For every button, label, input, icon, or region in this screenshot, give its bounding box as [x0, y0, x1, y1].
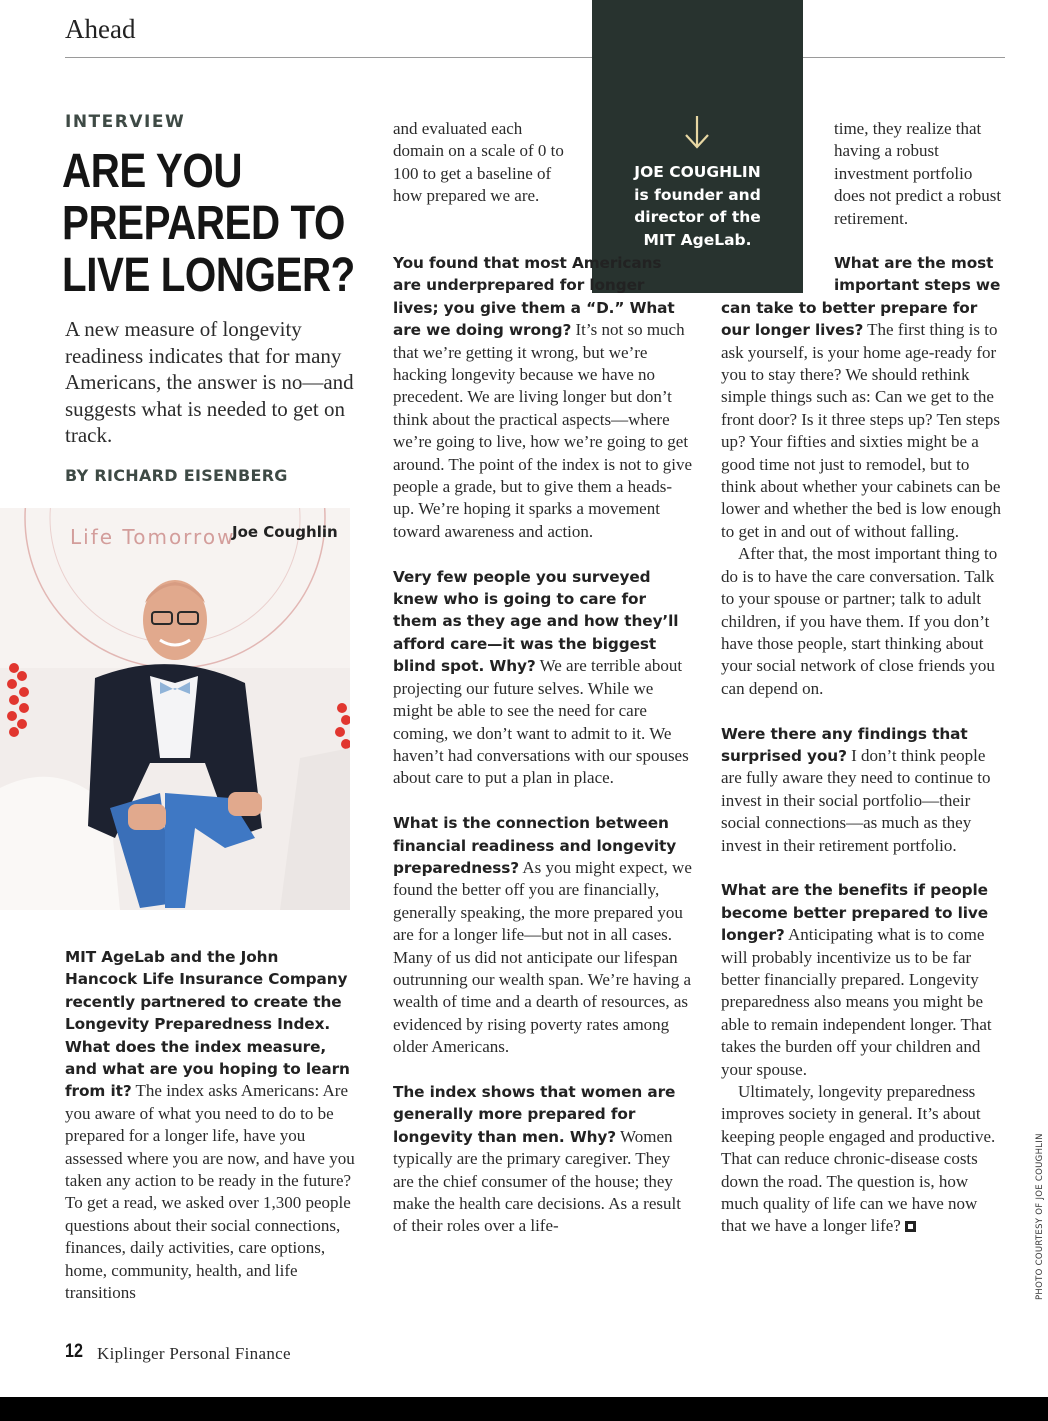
qa-paragraph-5: [393, 1081, 693, 1238]
answer-6: The first thing is to ask yourself, is your home age-ready for you to stay there? We should rethink simple things such as: Can we get to the front door? Is it three steps up? Ten steps up? Your fifties and sixties might be a good time not just to remodel, but to think about whether your cabinets can be lower and whether the bed is low enough to get in and out of without falling.: [721, 320, 1001, 541]
headline-line-3: LIVE LONGER?: [62, 249, 355, 302]
bio-name: JOE COUGHLIN: [634, 163, 761, 181]
article-dek: A new measure of longevity readiness indicates that for many Americans, the answer is no—and suggests what is needed to get on track.: [65, 317, 354, 448]
photo-wall-sign: Life Tomorrow: [70, 525, 236, 549]
qa-paragraph-3: [393, 566, 693, 790]
article-byline: BY RICHARD EISENBERG: [65, 466, 288, 485]
photo-caption: Joe Coughlin: [232, 523, 338, 541]
article-column-3: [721, 252, 1006, 1238]
page-number: 12: [65, 1341, 83, 1362]
qa-paragraph-7: [721, 723, 1006, 857]
qa-paragraph-1: [65, 946, 355, 1305]
article-column-1: [65, 946, 355, 1305]
answer-8: Anticipating what is to come will probably incentivize us to be far better financially prepared. Longevity preparedness also means you might be able to remain independent longer. That takes the burden off your children and your spouse.: [721, 925, 992, 1079]
photo-credit: PHOTO COURTESY OF JOE COUGHLIN: [1035, 1133, 1045, 1300]
bio-callout: [592, 0, 803, 293]
section-label: Ahead: [65, 14, 136, 44]
question-8: What are the benefits if people become better prepared to live longer?: [721, 881, 989, 945]
question-1: MIT AgeLab and the John Hancock Life Insurance Company recently partnered to create the Longevity Preparedness Index. What does the index measure, and what are you hoping to learn from it?: [65, 948, 350, 1101]
answer-1: The index asks Americans: Are you aware of what you need to do to be prepared for a longer life, have you assessed where you are now, and have you taken any action to be ready in the future? To get a read, we asked over 1,300 people questions about their social connections, finances, daily activities, care options, home, community, health, and life transitions: [65, 1081, 355, 1303]
publication-name: Kiplinger Personal Finance: [97, 1344, 291, 1363]
question-3: Very few people you surveyed knew who is going to care for them as they age and how they’ll afford care—it was the biggest blind spot. Why?: [393, 567, 679, 676]
qa-paragraph-4: [393, 812, 693, 1058]
arrow-down-icon: [682, 114, 712, 150]
answer-5: Women typically are the primary caregiver. They are the chief consumer of the house; they make the health care decisions. As a result of their roles over a life-: [393, 1126, 681, 1236]
qa-paragraph-2: [393, 252, 693, 543]
answer-5-continued: time, they realize that having a robust investment portfolio does not predict a robust retirement.: [834, 119, 1002, 228]
portrait-illustration: [0, 508, 350, 910]
bottom-bar: [0, 1397, 1048, 1421]
bio-line-2: director of the: [634, 208, 761, 226]
qa-paragraph-8: [721, 879, 1006, 1081]
answer-8-continued: Ultimately, longevity preparedness improves society in general. It’s about keeping people engaged and productive. That can reduce chronic-disease costs down the road. The question is, how much quality of life can we have now that we have a longer life?: [721, 1082, 996, 1236]
answer-2: It’s not so much that we’re getting it wrong, but we’re hacking longevity because we have no precedent. We are living longer but don’t think about the practical aspects—where we’re going to live, how we’re going to get around. The point of the index is not to give people a grade, but to give them a heads-up. We’re hoping it sparks a movement toward awareness and action.: [393, 320, 693, 541]
question-6: What are the most important steps we can take to better prepare for our longer lives?: [721, 254, 1001, 340]
callout-wrap-spacer: [721, 252, 834, 296]
answer-4: As you might expect, we found the better off you are financially, generally speaking, the more prepared you are for a longer life—but not in all cases. Many of us did not anticipate our lifespan outrunning our wealth span. We’re having a wealth of time and a dearth of resources, as evidenced by rising poverty rates among older Americans.: [393, 857, 692, 1057]
question-2: You found that most Americans are underprepared for longer lives; you give them a “D.” What are we doing wrong?: [393, 254, 675, 340]
bio-line-3: MIT AgeLab.: [643, 230, 752, 249]
end-mark-icon: [905, 1221, 916, 1232]
article-kicker: INTERVIEW: [65, 112, 186, 132]
headline-line-1: ARE YOU: [62, 145, 243, 198]
question-7: Were there any findings that surprised you?: [721, 724, 968, 765]
article-headline: [62, 146, 362, 302]
article-column-2-top: [393, 118, 565, 208]
question-4: What is the connection between financial readiness and longevity preparedness?: [393, 814, 677, 877]
article-column-3-top: [834, 118, 1006, 230]
headline-line-2: PREPARED TO: [62, 197, 345, 250]
answer-1-continued: and evaluated each domain on a scale of 0 to 100 to get a baseline of how prepared we are.: [393, 119, 564, 206]
article-column-2: [393, 252, 693, 1238]
answer-3: We are terrible about projecting our future selves. While we might be able to see the need for care coming, we don’t want to admit to it. We haven’t had conversations with our spouses about care to put a plan in place.: [393, 656, 689, 788]
header-rule: [65, 57, 1005, 58]
portrait-photo: [0, 508, 350, 910]
closing-paragraph: [721, 1081, 1006, 1238]
answer-6-continued: After that, the most important thing to do is to have the care conversation. Talk to your spouse or partner; talk to adult children, if you have them. If you don’t have those people, start thinking about your social network of close friends you can depend on.: [721, 544, 998, 698]
question-5: The index shows that women are generally more prepared for longevity than men. Why?: [393, 1082, 676, 1146]
bio-callout-text: [592, 161, 803, 251]
bio-line-1: is founder and: [634, 185, 761, 204]
answer-7: I don’t think people are fully aware they need to continue to invest in their social portfolio—their social connections—as much as they invest in their retirement portfolio.: [721, 745, 991, 855]
